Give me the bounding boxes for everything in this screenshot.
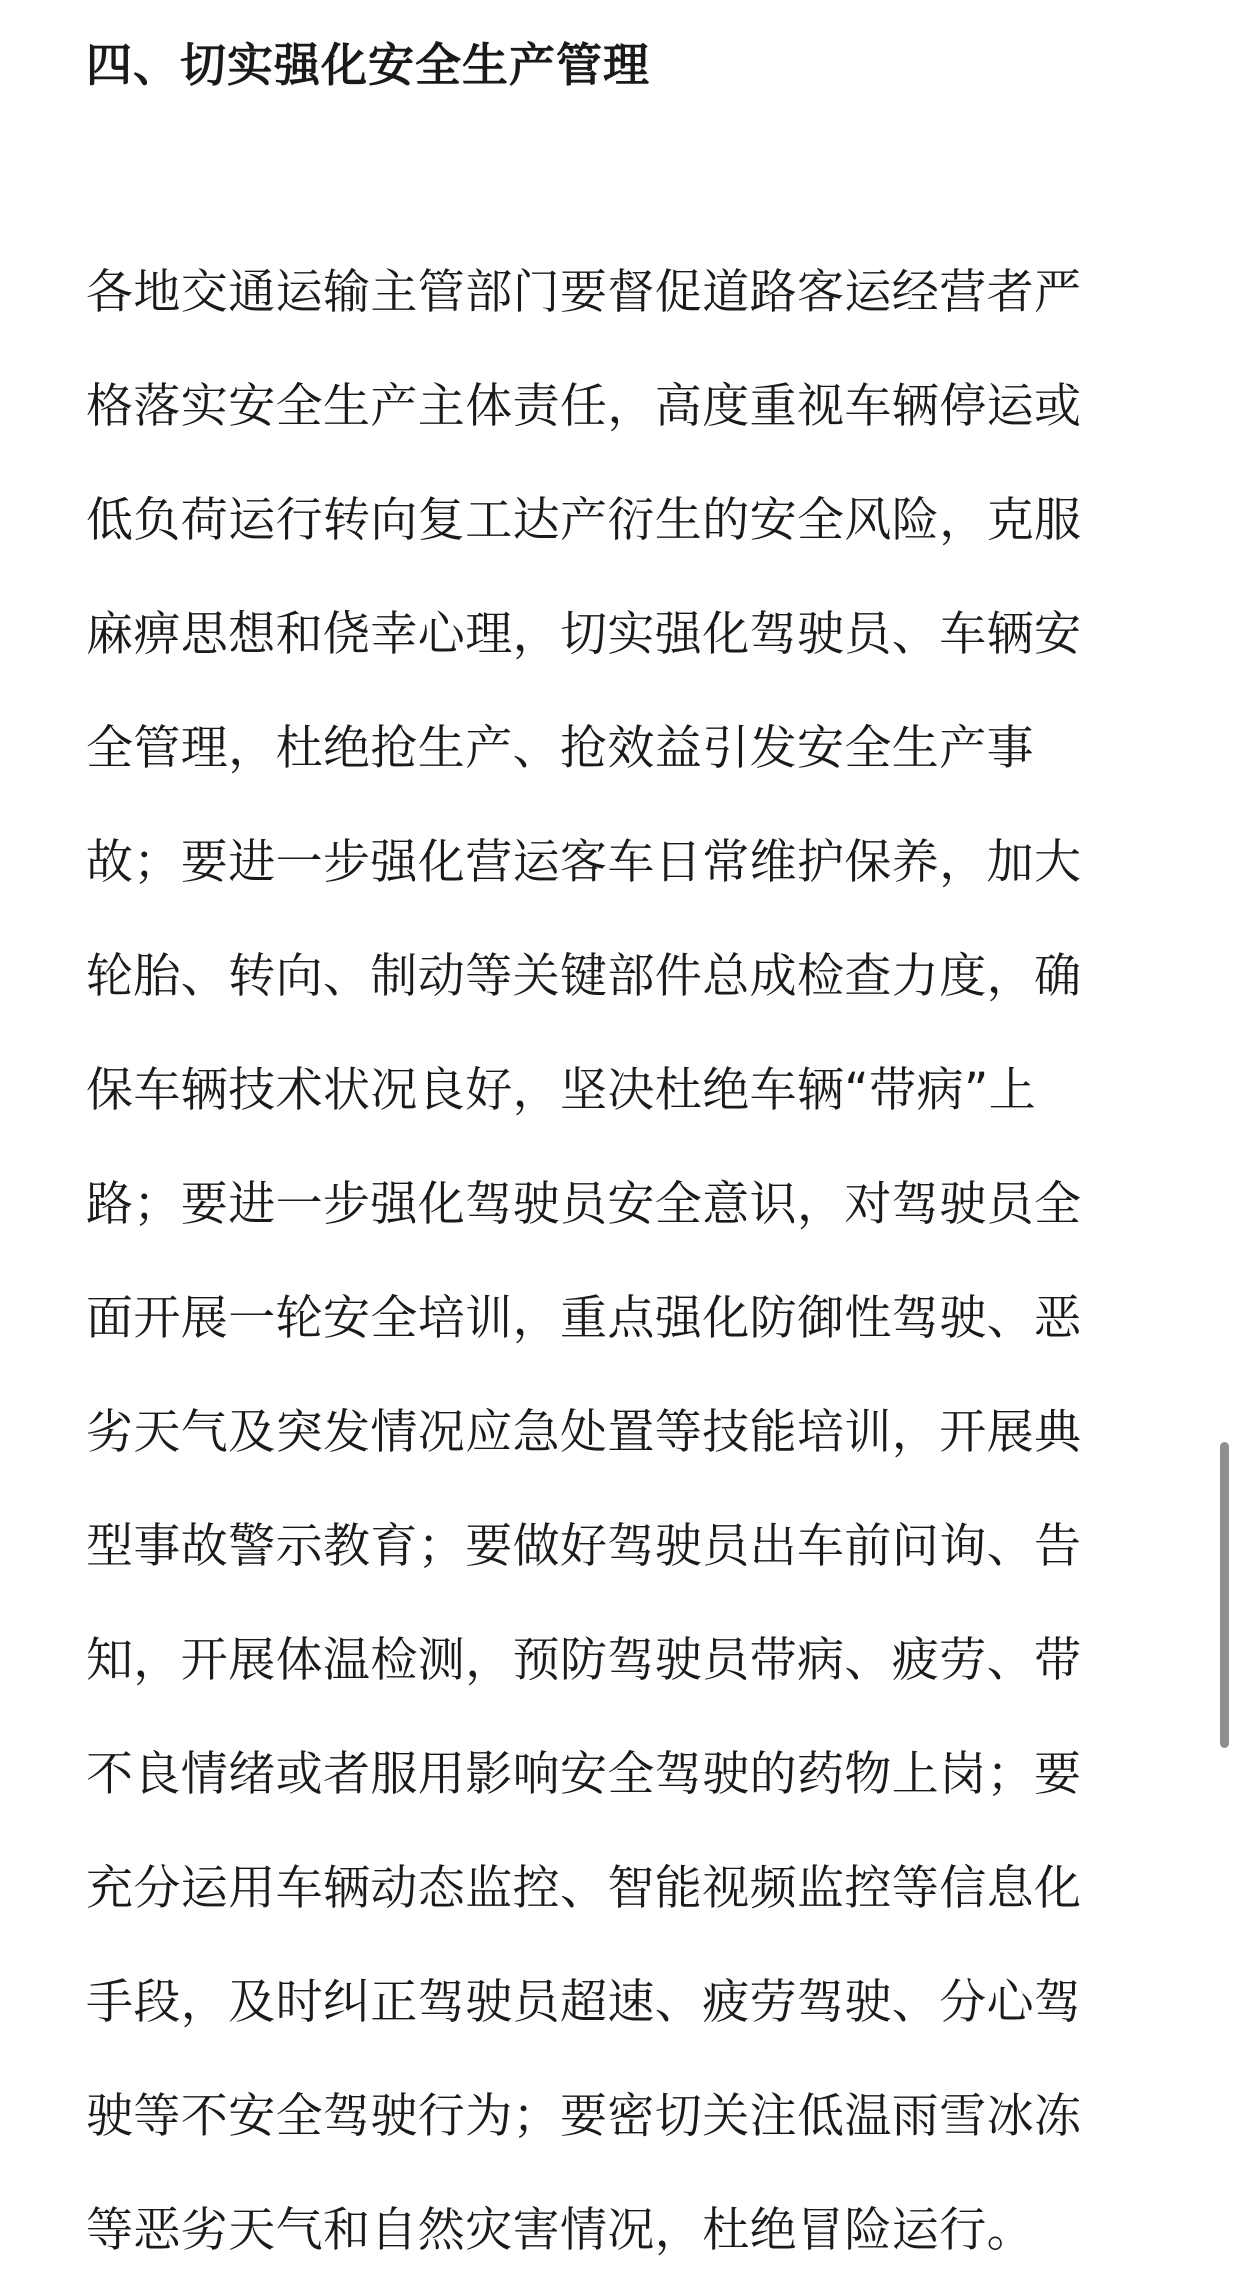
paragraph-line: 麻痹思想和侥幸心理，切实强化驾驶员、车辆安 [86,607,1082,662]
paragraph-line: 知，开展体温检测，预防驾驶员带病、疲劳、带 [86,1633,1082,1688]
paragraph-line: 各地交通运输主管部门要督促道路客运经营者严 [86,265,1082,320]
paragraph-line: 故；要进一步强化营运客车日常维护保养，加大 [86,835,1082,890]
section-heading: 四、切实强化安全生产管理 [86,38,650,92]
article [86,0,1166,2288]
paragraph-line: 全管理，杜绝抢生产、抢效益引发安全生产事 [86,721,1034,776]
paragraph-line: 型事故警示教育；要做好驾驶员出车前问询、告 [86,1519,1082,1574]
scrollbar-thumb[interactable] [1220,1442,1229,1748]
paragraph-line: 充分运用车辆动态监控、智能视频监控等信息化 [86,1861,1082,1916]
paragraph-line: 低负荷运行转向复工达产衍生的安全风险，克服 [86,493,1082,548]
paragraph-line: 格落实安全生产主体责任，高度重视车辆停运或 [86,379,1082,434]
paragraph-line: 等恶劣天气和自然灾害情况，杜绝冒险运行。 [86,2203,1034,2258]
paragraph-line: 劣天气及突发情况应急处置等技能培训，开展典 [86,1405,1082,1460]
paragraph-line: 不良情绪或者服用影响安全驾驶的药物上岗；要 [86,1747,1082,1802]
paragraph-line: 面开展一轮安全培训，重点强化防御性驾驶、恶 [86,1291,1082,1346]
paragraph-line: 手段，及时纠正驾驶员超速、疲劳驾驶、分心驾 [86,1975,1082,2030]
paragraph-line: 保车辆技术状况良好，坚决杜绝车辆“带病”上 [86,1063,1037,1118]
paragraph-line: 轮胎、转向、制动等关键部件总成检查力度，确 [86,949,1082,1004]
article-paragraph [86,122,1166,2288]
paragraph-line: 路；要进一步强化驾驶员安全意识，对驾驶员全 [86,1177,1082,1232]
paragraph-line: 驶等不安全驾驶行为；要密切关注低温雨雪冰冻 [86,2089,1082,2144]
